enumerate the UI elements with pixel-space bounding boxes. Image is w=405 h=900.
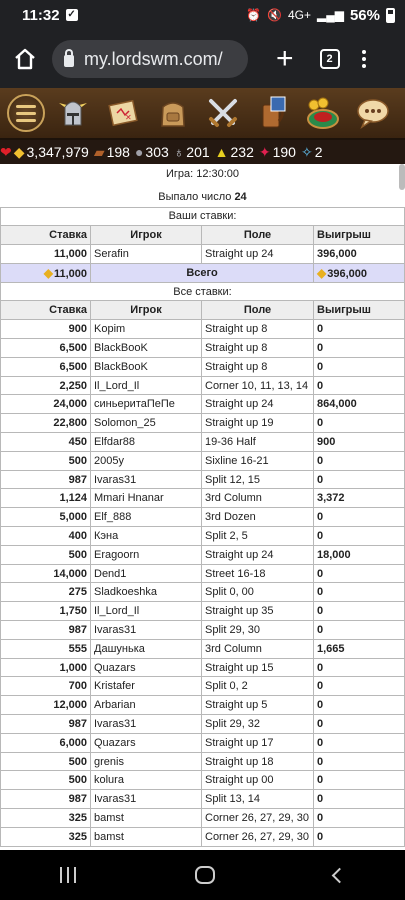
notification-check-icon: ✓ (67, 9, 76, 20)
col-player: Игрок (91, 226, 202, 245)
player-name[interactable]: BlackBooK (91, 339, 202, 358)
player-name[interactable]: синьеритаПеПе (91, 395, 202, 414)
bet-amount: 900 (1, 320, 91, 339)
player-name[interactable]: Serafin (91, 245, 202, 264)
status-bar (0, 0, 405, 30)
back-button[interactable] (332, 867, 348, 883)
bet-amount: 325 (1, 827, 91, 846)
player-name[interactable]: Elf_888 (91, 508, 202, 527)
bet-field: Straight up 18 (202, 752, 314, 771)
resource-gems: ✧ 2 (300, 143, 323, 160)
player-name[interactable]: Solomon_25 (91, 414, 202, 433)
crystal-icon: ✦ (258, 143, 271, 160)
total-label: Всего (91, 263, 314, 282)
gem-icon: ✧ (300, 143, 313, 160)
resource-bar (0, 140, 405, 164)
gold-icon: ◆ (317, 265, 327, 280)
bet-field: Straight up 17 (202, 733, 314, 752)
win-amount: 0 (314, 602, 405, 621)
bet-amount: 1,124 (1, 489, 91, 508)
resource-mercury: ♁ 201 (173, 144, 210, 160)
bet-field: Straight up 8 (202, 357, 314, 376)
bet-field: Straight up 8 (202, 339, 314, 358)
bet-amount: 1,000 (1, 658, 91, 677)
game-nav-bar (0, 88, 405, 140)
col-bet: Ставка (1, 301, 91, 320)
table-row (1, 790, 405, 809)
bet-field: Straight up 24 (202, 245, 314, 264)
win-amount: 0 (314, 564, 405, 583)
ore-icon: ● (134, 144, 144, 160)
bet-amount: 400 (1, 527, 91, 546)
crossed-swords-icon[interactable] (198, 89, 248, 137)
bet-amount: 5,000 (1, 508, 91, 527)
win-amount: 0 (314, 376, 405, 395)
roulette-icon[interactable] (298, 89, 348, 137)
bet-amount: 6,500 (1, 357, 91, 376)
win-amount: 0 (314, 790, 405, 809)
bet-field: Straight up 5 (202, 696, 314, 715)
player-name[interactable]: 2005y (91, 451, 202, 470)
player-name[interactable]: Kopim (91, 320, 202, 339)
win-amount: 0 (314, 508, 405, 527)
gold-icon: ◆ (43, 265, 53, 280)
total-bet: 11,000 (53, 267, 87, 280)
win-amount: 0 (314, 715, 405, 734)
table-row (1, 621, 405, 640)
player-name[interactable]: Eragoorn (91, 545, 202, 564)
total-win: 396,000 (327, 267, 367, 280)
bet-amount: 987 (1, 790, 91, 809)
game-info-row (1, 164, 405, 181)
win-amount: 0 (314, 357, 405, 376)
mercury-icon: ♁ (173, 144, 185, 160)
tab-switcher-button[interactable]: 2 (320, 49, 340, 69)
bet-field: Split 0, 2 (202, 677, 314, 696)
table-row (1, 357, 405, 376)
player-name[interactable]: Quazars (91, 658, 202, 677)
win-amount: 0 (314, 621, 405, 640)
resource-sulfur: ▲ 232 (214, 144, 254, 160)
bet-field: Straight up 15 (202, 658, 314, 677)
bet-amount: 987 (1, 715, 91, 734)
win-amount: 3,372 (314, 489, 405, 508)
player-name[interactable]: Кэна (91, 527, 202, 546)
bet-amount: 14,000 (1, 564, 91, 583)
bet-field: Corner 26, 27, 29, 30 (202, 809, 314, 828)
col-win: Выигрыш (314, 226, 405, 245)
table-row (1, 414, 405, 433)
resource-health (0, 144, 14, 161)
table-row (1, 715, 405, 734)
player-name[interactable]: Il_Lord_Il (91, 376, 202, 395)
col-win: Выигрыш (314, 301, 405, 320)
table-row (1, 752, 405, 771)
svg-text:✕: ✕ (125, 113, 132, 122)
roulette-results-page (0, 164, 405, 850)
sulfur-icon: ▲ (214, 144, 229, 160)
home-nav-button[interactable] (195, 866, 215, 884)
bet-amount: 2,250 (1, 376, 91, 395)
bet-field: Split 2, 5 (202, 527, 314, 546)
player-name[interactable]: Ivaras31 (91, 470, 202, 489)
bet-field: Corner 10, 11, 13, 14 (202, 376, 314, 395)
win-amount: 0 (314, 809, 405, 828)
table-row (1, 376, 405, 395)
win-amount: 0 (314, 470, 405, 489)
table-row (1, 470, 405, 489)
table-row (1, 339, 405, 358)
bet-amount: 500 (1, 545, 91, 564)
new-tab-button[interactable]: + (276, 42, 294, 75)
win-amount: 396,000 (314, 245, 405, 264)
player-name[interactable]: bamst (91, 809, 202, 828)
table-row (1, 245, 405, 264)
table-row (1, 433, 405, 452)
bet-field: Split 29, 32 (202, 715, 314, 734)
win-amount: 0 (314, 320, 405, 339)
status-time: 11:32 (22, 6, 60, 24)
table-row (1, 809, 405, 828)
col-field: Поле (202, 226, 314, 245)
signal-icon: ▂▄▆ (317, 8, 344, 22)
table-row (1, 771, 405, 790)
game-time: Игра: 12:30:00 (165, 168, 240, 180)
bet-field: Straight up 24 (202, 545, 314, 564)
resource-crystal: ✦ 190 (258, 143, 296, 160)
bet-field: Straight up 35 (202, 602, 314, 621)
table-row (1, 658, 405, 677)
bet-amount: 12,000 (1, 696, 91, 715)
bet-amount: 325 (1, 809, 91, 828)
bet-field: Split 13, 14 (202, 790, 314, 809)
browser-toolbar (0, 30, 405, 88)
heart-icon: ❤ (0, 143, 12, 160)
gold-icon: ◆ (13, 143, 25, 160)
map-scroll-icon[interactable] (98, 89, 148, 137)
table-row (1, 639, 405, 658)
bet-amount: 1,750 (1, 602, 91, 621)
table-row (1, 489, 405, 508)
bet-amount: 24,000 (1, 395, 91, 414)
bet-amount: 987 (1, 470, 91, 489)
table-row (1, 677, 405, 696)
player-name[interactable]: Ivaras31 (91, 790, 202, 809)
table-row (1, 395, 405, 414)
browser-menu-button[interactable] (362, 50, 366, 68)
win-amount: 0 (314, 339, 405, 358)
bet-amount: 500 (1, 451, 91, 470)
bet-amount: 987 (1, 621, 91, 640)
player-name[interactable]: kolura (91, 771, 202, 790)
player-name[interactable]: Arbarian (91, 696, 202, 715)
player-name[interactable]: Quazars (91, 733, 202, 752)
bet-field: Straight up 8 (202, 320, 314, 339)
bet-field: Corner 26, 27, 29, 30 (202, 827, 314, 846)
winning-number: 24 (234, 190, 247, 203)
bet-amount: 450 (1, 433, 91, 452)
win-amount: 0 (314, 677, 405, 696)
player-name[interactable]: Mmari Hnanar (91, 489, 202, 508)
bet-amount: 500 (1, 752, 91, 771)
player-name[interactable]: Дашунька (91, 639, 202, 658)
bet-amount: 500 (1, 771, 91, 790)
table-row (1, 545, 405, 564)
bet-field: 3rd Column (202, 639, 314, 658)
backpack-icon[interactable] (148, 89, 198, 137)
my-bets-title: Ваши ставки: (1, 207, 405, 226)
col-bet: Ставка (1, 226, 91, 245)
menu-icon[interactable] (4, 89, 48, 137)
table-row (1, 508, 405, 527)
win-amount: 0 (314, 414, 405, 433)
bet-field: Split 12, 15 (202, 470, 314, 489)
bet-amount: 6,000 (1, 733, 91, 752)
bet-field: 3rd Dozen (202, 508, 314, 527)
wood-icon: ▰ (93, 143, 105, 160)
status-right (246, 7, 395, 24)
knight-helmet-icon[interactable] (48, 89, 98, 137)
address-bar[interactable] (52, 40, 248, 78)
tavern-icon[interactable] (248, 89, 298, 137)
player-name[interactable]: Ivaras31 (91, 621, 202, 640)
bet-field: Straight up 24 (202, 395, 314, 414)
home-icon (13, 48, 37, 70)
network-type: 4G+ (287, 8, 311, 22)
bet-field: Sixline 16-21 (202, 451, 314, 470)
bet-field: Split 29, 30 (202, 621, 314, 640)
resource-wood: ▰ 198 (93, 143, 130, 160)
bet-amount: 700 (1, 677, 91, 696)
win-amount: 18,000 (314, 545, 405, 564)
player-name[interactable]: grenis (91, 752, 202, 771)
url-text: my.lordswm.com/ (84, 48, 223, 69)
player-name[interactable]: Elfdar88 (91, 433, 202, 452)
win-amount: 0 (314, 527, 405, 546)
system-nav-bar (0, 850, 405, 900)
win-amount: 864,000 (314, 395, 405, 414)
table-row (1, 527, 405, 546)
home-button[interactable] (10, 44, 40, 74)
lock-icon (64, 55, 74, 67)
all-bets-title-row (1, 282, 405, 301)
chat-icon[interactable] (348, 89, 398, 137)
bet-field: Straight up 19 (202, 414, 314, 433)
page-scrollbar[interactable] (399, 164, 405, 190)
bet-amount: 22,800 (1, 414, 91, 433)
resource-gold: ◆ 3,347,979 (13, 143, 89, 160)
table-row (1, 320, 405, 339)
bet-amount: 555 (1, 639, 91, 658)
bet-field: Straight up 00 (202, 771, 314, 790)
winning-number-row (1, 181, 405, 207)
all-bets-title: Все ставки: (1, 282, 405, 301)
bet-field: 19-36 Half (202, 433, 314, 452)
player-name[interactable]: bamst (91, 827, 202, 846)
bet-amount: 275 (1, 583, 91, 602)
win-amount: 900 (314, 433, 405, 452)
win-amount: 0 (314, 827, 405, 846)
table-row (1, 827, 405, 846)
win-amount: 0 (314, 752, 405, 771)
win-amount: 0 (314, 771, 405, 790)
resource-ore: ● 303 (134, 144, 169, 160)
alarm-icon: ⏰ (246, 8, 262, 22)
player-name[interactable]: Kristafer (91, 677, 202, 696)
col-field: Поле (202, 301, 314, 320)
bet-field: 3rd Column (202, 489, 314, 508)
battery-percent: 56% (349, 6, 380, 24)
player-name[interactable]: Il_Lord_Il (91, 602, 202, 621)
bet-field: Split 0, 00 (202, 583, 314, 602)
player-name[interactable]: Dend1 (91, 564, 202, 583)
player-name[interactable]: BlackBooK (91, 357, 202, 376)
win-amount: 1,665 (314, 639, 405, 658)
bet-amount: 6,500 (1, 339, 91, 358)
my-bets-title-row (1, 207, 405, 226)
battery-icon (386, 8, 395, 23)
win-amount: 0 (314, 733, 405, 752)
mute-icon: 🔇 (267, 8, 282, 22)
table-row (1, 696, 405, 715)
all-bets-header-row (1, 301, 405, 320)
winning-number-label: Выпало число (158, 190, 232, 203)
recent-apps-button[interactable] (60, 867, 76, 883)
player-name[interactable]: Ivaras31 (91, 715, 202, 734)
table-row (1, 733, 405, 752)
results-table (0, 164, 405, 847)
win-amount: 0 (314, 583, 405, 602)
table-row (1, 602, 405, 621)
bet-field: Street 16-18 (202, 564, 314, 583)
my-bets-total-row (1, 263, 405, 282)
my-bets-header-row (1, 226, 405, 245)
win-amount: 0 (314, 658, 405, 677)
player-name[interactable]: Sladkoeshka (91, 583, 202, 602)
bet-amount: 11,000 (1, 245, 91, 264)
table-row (1, 564, 405, 583)
col-player: Игрок (91, 301, 202, 320)
table-row (1, 451, 405, 470)
win-amount: 0 (314, 696, 405, 715)
table-row (1, 583, 405, 602)
win-amount: 0 (314, 451, 405, 470)
